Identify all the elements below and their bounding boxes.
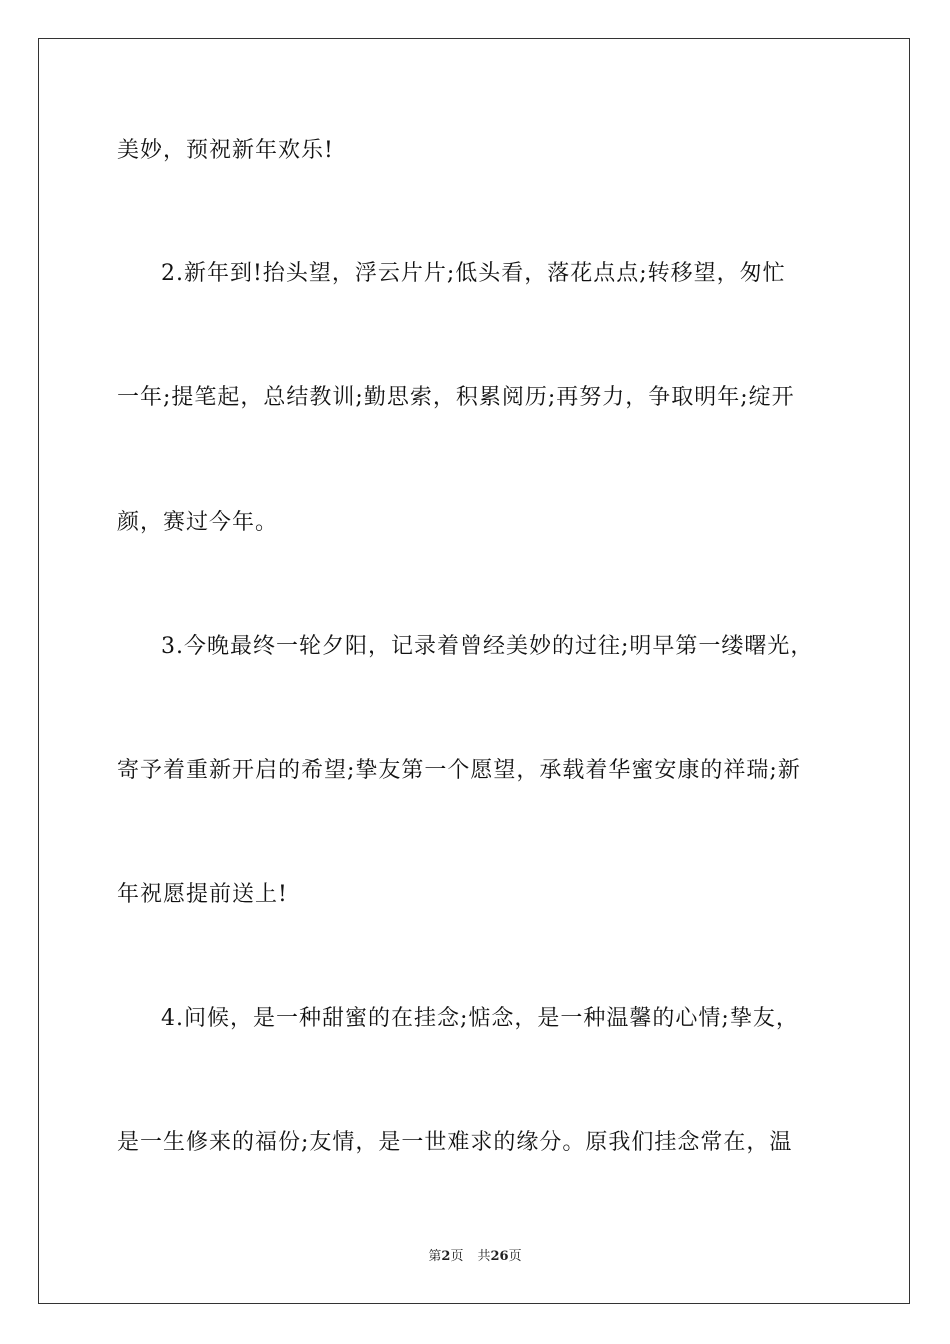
text-line-9: 是一生修来的福份;友情，是一世难求的缘分。原我们挂念常在，温 <box>117 1130 793 1155</box>
total-suffix: 页 <box>508 1249 522 1264</box>
total-prefix: 共 <box>477 1249 491 1264</box>
text-line-2: 2.新年到!抬头望，浮云片片;低头看，落花点点;转移望，匆忙 <box>161 261 786 286</box>
text-line-7: 年祝愿提前送上! <box>117 882 288 907</box>
total-pages: 26 <box>490 1249 509 1264</box>
page-suffix: 页 <box>450 1249 464 1264</box>
page-number: 2 <box>441 1249 451 1264</box>
page-prefix: 第 <box>428 1249 442 1264</box>
text-line-6: 寄予着重新开启的希望;挚友第一个愿望，承载着华蜜安康的祥瑞;新 <box>117 758 801 783</box>
page-footer <box>0 1248 950 1266</box>
page-border <box>38 38 910 1304</box>
text-line-3: 一年;提笔起，总结教训;勤思索，积累阅历;再努力，争取明年;绽开 <box>117 385 795 410</box>
text-line-4: 颜，赛过今年。 <box>117 510 279 535</box>
text-line-8: 4.问候，是一种甜蜜的在挂念;惦念，是一种温馨的心情;挚友， <box>161 1006 799 1031</box>
text-line-1: 美妙，预祝新年欢乐! <box>117 138 334 163</box>
text-line-5: 3.今晚最终一轮夕阳，记录着曾经美妙的过往;明早第一缕曙光， <box>161 634 814 659</box>
